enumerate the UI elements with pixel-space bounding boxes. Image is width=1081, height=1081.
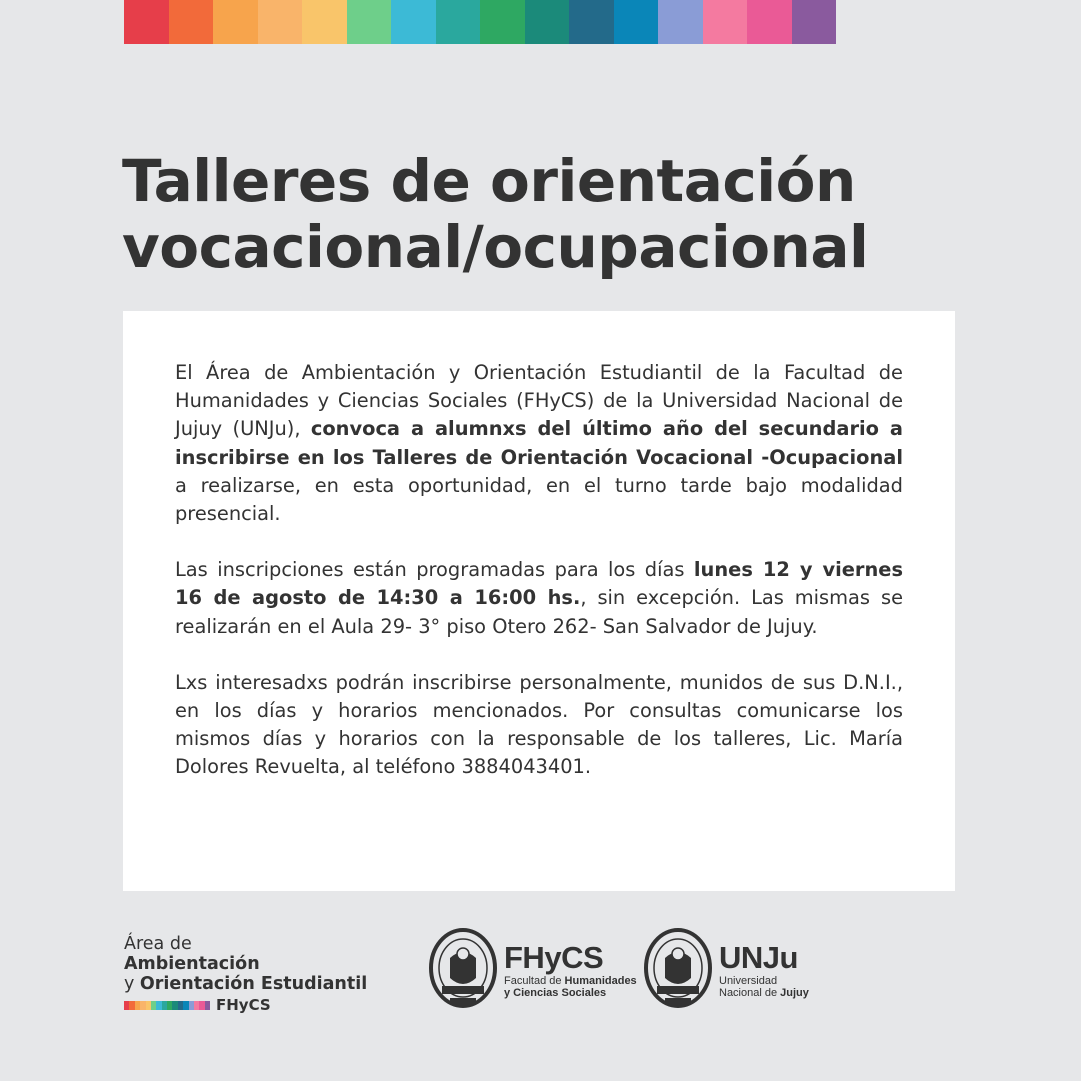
mini-color-bar <box>124 1001 210 1010</box>
text: , sin excepción. Las mismas se realizarán en el Aula 29- 3° piso Otero 262- San Salvador de Jujuy. <box>175 586 904 638</box>
fhycs-logo <box>428 928 637 1012</box>
fhycs-name: FHyCS <box>504 940 604 975</box>
color-swatch <box>525 0 570 44</box>
announcement-body <box>175 359 903 810</box>
text: y Ciencias Sociales <box>504 987 607 999</box>
text: Orientación Estudiantil <box>139 974 368 994</box>
university-seal-icon <box>643 928 713 1012</box>
fhycs-sub-2 <box>504 987 637 999</box>
text: Jujuy <box>780 987 809 999</box>
area-brand-text: FHyCS <box>216 996 271 1014</box>
title-line-1: Talleres de orientación <box>122 147 856 215</box>
university-seal-icon <box>428 928 498 1012</box>
area-line-2: Ambientación <box>124 954 260 974</box>
color-swatch <box>169 0 214 44</box>
unju-logo-text <box>719 941 809 999</box>
area-line-1: Área de <box>124 934 192 954</box>
color-swatch <box>614 0 659 44</box>
area-brand <box>124 996 414 1014</box>
text: y <box>124 974 140 994</box>
text: Lxs interesadxs podrán inscribirse personalmente, munidos de sus D.N.I., en los días y horarios mencionados. Por consultas comunicarse los mismos días y horarios con la responsable de los talleres, Lic. María Dolores Revuelta, al teléfono 3884043401. <box>175 670 903 779</box>
title-line-2: vocacional/ocupacional <box>122 213 869 281</box>
color-swatch <box>436 0 481 44</box>
color-swatch <box>347 0 392 44</box>
color-swatch <box>205 1001 210 1010</box>
text: a realizarse, en esta oportunidad, en el turno tarde bajo modalidad presencial. <box>175 473 903 526</box>
color-swatch <box>480 0 525 44</box>
highlight-text: convoca a alumnxs del último año del secundario a inscribirse en los Talleres de Orientación Vocacional -Ocupacional <box>175 417 903 469</box>
text: Facultad de <box>504 975 565 987</box>
color-swatch <box>213 0 258 44</box>
fhycs-logo-text <box>504 941 637 999</box>
brand-color-bar <box>124 0 836 44</box>
paragraph-contact <box>175 669 903 782</box>
paragraph-intro <box>175 359 903 528</box>
color-swatch <box>747 0 792 44</box>
color-swatch <box>124 0 169 44</box>
text: Nacional de <box>719 987 781 999</box>
text: Humanidades <box>564 975 637 987</box>
highlight-text: lunes 12 y viernes 16 de agosto de 14:30 a 16:00 hs. <box>175 558 903 610</box>
unju-sub-2 <box>719 987 809 999</box>
fhycs-sub-1 <box>504 975 637 987</box>
color-swatch <box>569 0 614 44</box>
area-logo <box>124 934 414 1024</box>
color-swatch <box>703 0 748 44</box>
unju-sub-1: Universidad <box>719 975 778 987</box>
text: Las inscripciones están programadas para los días <box>175 558 694 582</box>
text: El Área de Ambientación y Orientación Estudiantil de la Facultad de Humanidades y Ciencias Sociales (FHyCS) de la Universidad Nacional de Jujuy (UNJu), <box>175 361 903 441</box>
color-swatch <box>792 0 837 44</box>
color-swatch <box>658 0 703 44</box>
unju-name: UNJu <box>719 940 798 975</box>
color-swatch <box>258 0 303 44</box>
color-swatch <box>302 0 347 44</box>
area-line-3 <box>124 974 414 994</box>
color-swatch <box>391 0 436 44</box>
page-title <box>122 148 1002 280</box>
unju-logo <box>643 928 809 1012</box>
paragraph-schedule <box>175 556 903 641</box>
announcement-card <box>123 311 955 891</box>
